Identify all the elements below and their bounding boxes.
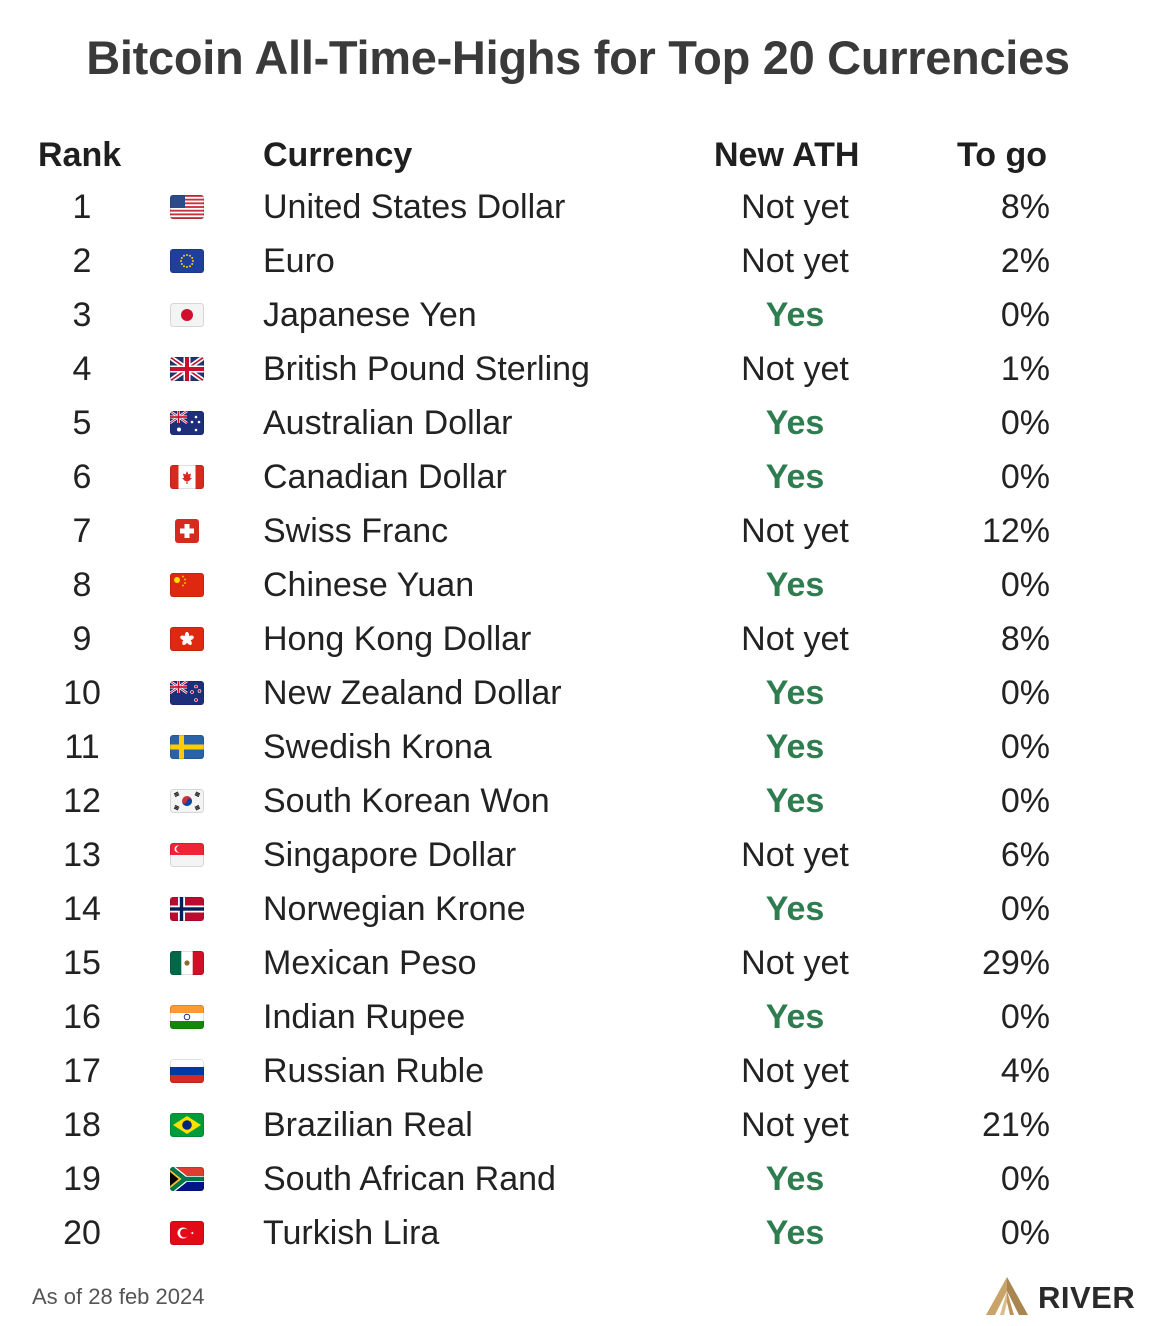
to-go-cell: 0% — [1000, 1214, 1050, 1252]
to-go-cell: 0% — [1000, 728, 1050, 766]
flag-gb-icon — [170, 357, 204, 381]
new-ath-cell: Not yet — [741, 188, 849, 226]
table-row — [0, 1044, 1156, 1098]
table-body — [0, 180, 1156, 1260]
rank-cell: 3 — [72, 296, 92, 334]
table-row — [0, 666, 1156, 720]
rank-cell: 1 — [72, 188, 92, 226]
rank-cell: 18 — [63, 1106, 101, 1144]
table-row — [0, 342, 1156, 396]
new-ath-cell: Not yet — [741, 944, 849, 982]
currency-cell: Euro — [263, 242, 335, 280]
new-ath-cell: Not yet — [741, 1052, 849, 1090]
rank-cell: 13 — [63, 836, 101, 874]
flag-hk-icon — [170, 627, 204, 651]
flag-sg-icon — [170, 843, 204, 867]
new-ath-cell: Yes — [765, 1160, 825, 1198]
table-row — [0, 504, 1156, 558]
to-go-cell: 21% — [981, 1106, 1050, 1144]
currency-cell: British Pound Sterling — [263, 350, 590, 388]
flag-kr-icon — [170, 789, 204, 813]
to-go-cell: 0% — [1000, 890, 1050, 928]
new-ath-cell: Yes — [765, 674, 825, 712]
currency-cell: Swedish Krona — [263, 728, 492, 766]
column-header-rank: Rank — [38, 136, 122, 174]
currency-cell: Brazilian Real — [263, 1106, 473, 1144]
rank-cell: 20 — [63, 1214, 101, 1252]
to-go-cell: 0% — [1000, 782, 1050, 820]
to-go-cell: 8% — [1000, 620, 1050, 658]
new-ath-cell: Yes — [765, 890, 825, 928]
table-row — [0, 882, 1156, 936]
flag-tr-icon — [170, 1221, 204, 1245]
to-go-cell: 1% — [1000, 350, 1050, 388]
new-ath-cell: Yes — [765, 404, 825, 442]
rank-cell: 12 — [63, 782, 101, 820]
rank-cell: 16 — [63, 998, 101, 1036]
rank-cell: 2 — [72, 242, 92, 280]
to-go-cell: 0% — [1000, 674, 1050, 712]
currency-cell: New Zealand Dollar — [263, 674, 562, 712]
currency-cell: Japanese Yen — [263, 296, 477, 334]
currency-cell: Turkish Lira — [263, 1214, 440, 1252]
table-row — [0, 396, 1156, 450]
to-go-cell: 0% — [1000, 458, 1050, 496]
table-row — [0, 450, 1156, 504]
flag-in-icon — [170, 1005, 204, 1029]
flag-nz-icon — [170, 681, 204, 705]
new-ath-cell: Not yet — [741, 512, 849, 550]
table-row — [0, 180, 1156, 234]
currency-cell: Indian Rupee — [263, 998, 466, 1036]
rank-cell: 11 — [64, 728, 100, 766]
to-go-cell: 29% — [981, 944, 1050, 982]
flag-br-icon — [170, 1113, 204, 1137]
column-header-to-go: To go — [957, 136, 1047, 174]
new-ath-cell: Not yet — [741, 350, 849, 388]
rank-cell: 14 — [63, 890, 101, 928]
rank-cell: 10 — [63, 674, 101, 712]
new-ath-cell: Not yet — [741, 620, 849, 658]
currency-cell: Hong Kong Dollar — [263, 620, 532, 658]
table-header — [0, 130, 1156, 180]
rank-cell: 7 — [72, 512, 92, 550]
currency-cell: South African Rand — [263, 1160, 556, 1198]
flag-no-icon — [170, 897, 204, 921]
flag-ru-icon — [170, 1059, 204, 1083]
to-go-cell: 0% — [1000, 296, 1050, 334]
table-row — [0, 828, 1156, 882]
column-header-new-ath: New ATH — [714, 136, 860, 174]
table-row — [0, 612, 1156, 666]
to-go-cell: 6% — [1000, 836, 1050, 874]
new-ath-cell: Yes — [765, 998, 825, 1036]
table-row — [0, 990, 1156, 1044]
flag-ch-icon — [170, 519, 204, 543]
to-go-cell: 0% — [1000, 998, 1050, 1036]
table-row — [0, 936, 1156, 990]
to-go-cell: 2% — [1000, 242, 1050, 280]
currency-cell: Singapore Dollar — [263, 836, 517, 874]
table-row — [0, 288, 1156, 342]
currency-cell: Russian Ruble — [263, 1052, 485, 1090]
rank-cell: 19 — [63, 1160, 101, 1198]
flag-jp-icon — [170, 303, 204, 327]
to-go-cell: 12% — [981, 512, 1050, 550]
as-of-date: As of 28 feb 2024 — [32, 1284, 205, 1309]
table-row — [0, 558, 1156, 612]
currency-cell: Australian Dollar — [263, 404, 513, 442]
rank-cell: 5 — [72, 404, 92, 442]
currency-cell: Canadian Dollar — [263, 458, 507, 496]
flag-cn-icon — [170, 573, 204, 597]
to-go-cell: 8% — [1000, 188, 1050, 226]
new-ath-cell: Yes — [765, 1214, 825, 1252]
table-row — [0, 1098, 1156, 1152]
to-go-cell: 4% — [1000, 1052, 1050, 1090]
currency-cell: South Korean Won — [263, 782, 550, 820]
currency-cell: United States Dollar — [263, 188, 566, 226]
currency-cell: Chinese Yuan — [263, 566, 475, 604]
new-ath-cell: Yes — [765, 296, 825, 334]
new-ath-cell: Yes — [765, 782, 825, 820]
flag-us-icon — [170, 195, 204, 219]
to-go-cell: 0% — [1000, 1160, 1050, 1198]
flag-eu-icon — [170, 249, 204, 273]
river-mountain-logo-icon — [984, 1276, 1030, 1316]
rank-cell: 9 — [72, 620, 92, 658]
column-header-currency: Currency — [263, 136, 413, 174]
to-go-cell: 0% — [1000, 404, 1050, 442]
flag-za-icon — [170, 1167, 204, 1191]
rank-cell: 17 — [63, 1052, 101, 1090]
chart-title: Bitcoin All-Time-Highs for Top 20 Currencies — [86, 31, 1070, 84]
new-ath-cell: Not yet — [741, 836, 849, 874]
table-row — [0, 720, 1156, 774]
new-ath-cell: Yes — [765, 458, 825, 496]
table-row — [0, 234, 1156, 288]
table-row — [0, 1206, 1156, 1260]
to-go-cell: 0% — [1000, 566, 1050, 604]
table-row — [0, 1152, 1156, 1206]
rank-cell: 4 — [72, 350, 92, 388]
new-ath-cell: Yes — [765, 566, 825, 604]
river-logo-text: RIVER — [1038, 1280, 1136, 1315]
currency-cell: Swiss Franc — [263, 512, 449, 550]
table-row — [0, 774, 1156, 828]
rank-cell: 8 — [72, 566, 92, 604]
rank-cell: 15 — [63, 944, 101, 982]
flag-au-icon — [170, 411, 204, 435]
rank-cell: 6 — [72, 458, 92, 496]
currency-cell: Mexican Peso — [263, 944, 477, 982]
flag-mx-icon — [170, 951, 204, 975]
flag-ca-icon — [170, 465, 204, 489]
currency-cell: Norwegian Krone — [263, 890, 526, 928]
flag-se-icon — [170, 735, 204, 759]
new-ath-cell: Not yet — [741, 242, 849, 280]
new-ath-cell: Yes — [765, 728, 825, 766]
new-ath-cell: Not yet — [741, 1106, 849, 1144]
